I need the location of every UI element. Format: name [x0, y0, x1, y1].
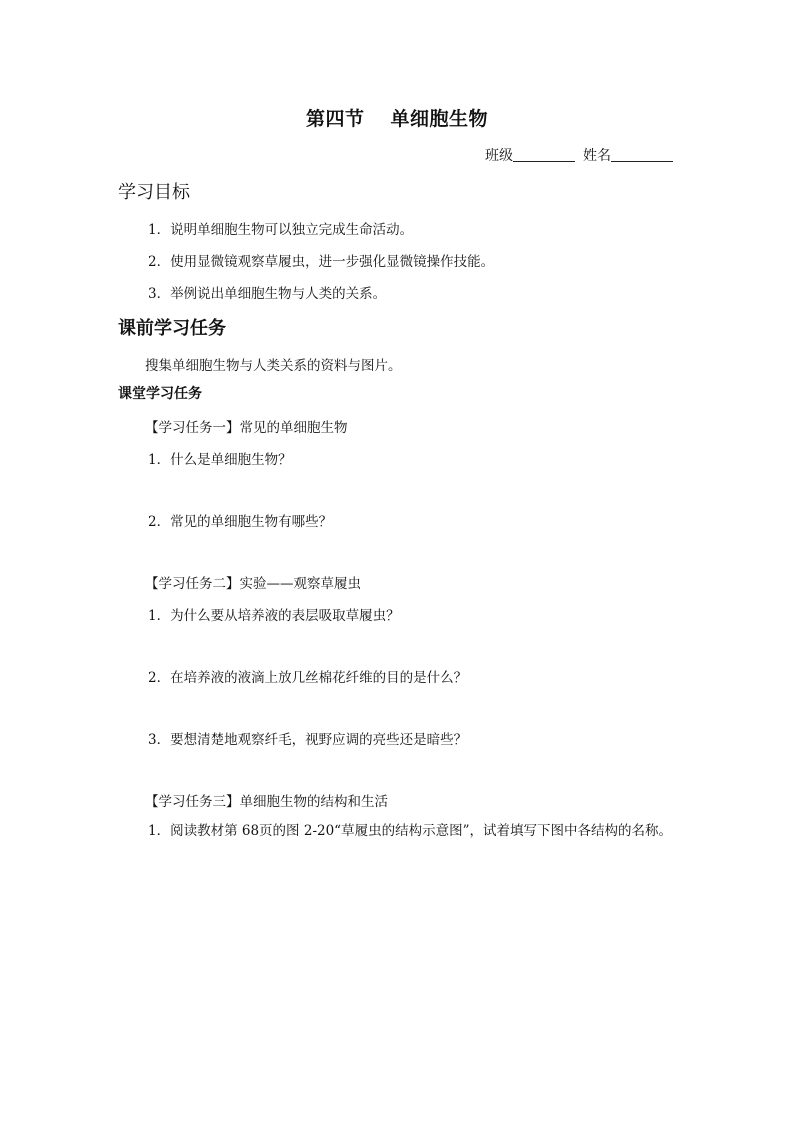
task2-question-3: 3．要想清楚地观察纤毛，视野应调的亮些还是暗些？ — [148, 732, 468, 748]
name-blank[interactable] — [611, 147, 673, 162]
task1-question-1: 1．什么是单细胞生物？ — [148, 452, 292, 468]
goals-heading: 学习目标 — [118, 182, 190, 203]
goal-item-3: 3．举例说出单细胞生物与人类的关系。 — [148, 286, 387, 302]
task2-question-2: 2．在培养液的液滴上放几丝棉花纤维的目的是什么？ — [148, 670, 468, 686]
in-class-heading: 课堂学习任务 — [118, 386, 202, 402]
class-blank[interactable] — [513, 147, 575, 162]
goal-item-2: 2．使用显微镜观察草履虫，进一步强化显微镜操作技能。 — [148, 254, 495, 270]
class-name-line — [485, 145, 673, 165]
pre-class-text: 搜集单细胞生物与人类关系的资料与图片。 — [145, 358, 402, 374]
goal-item-1: 1．说明单细胞生物可以独立完成生命活动。 — [148, 222, 414, 238]
task1-title: 【学习任务一】常见的单细胞生物 — [145, 420, 348, 436]
task3-instruction: 1．阅读教材第 68页的图 2-20“草履虫的结构示意图”，试着填写下图中各结构的名称。 — [148, 823, 672, 839]
class-label: 班级 — [485, 148, 513, 164]
task1-question-2: 2．常见的单细胞生物有哪些？ — [148, 514, 333, 530]
page-title — [0, 104, 794, 131]
task2-question-1: 1．为什么要从培养液的表层吸取草履虫？ — [148, 608, 400, 624]
name-label: 姓名 — [583, 148, 611, 164]
task2-title: 【学习任务二】实验——观察草履虫 — [145, 576, 361, 592]
section-title: 单细胞生物 — [390, 108, 489, 130]
section-number: 第四节 — [305, 108, 365, 130]
pre-class-heading: 课前学习任务 — [118, 318, 226, 339]
task3-title: 【学习任务三】单细胞生物的结构和生活 — [145, 794, 388, 810]
